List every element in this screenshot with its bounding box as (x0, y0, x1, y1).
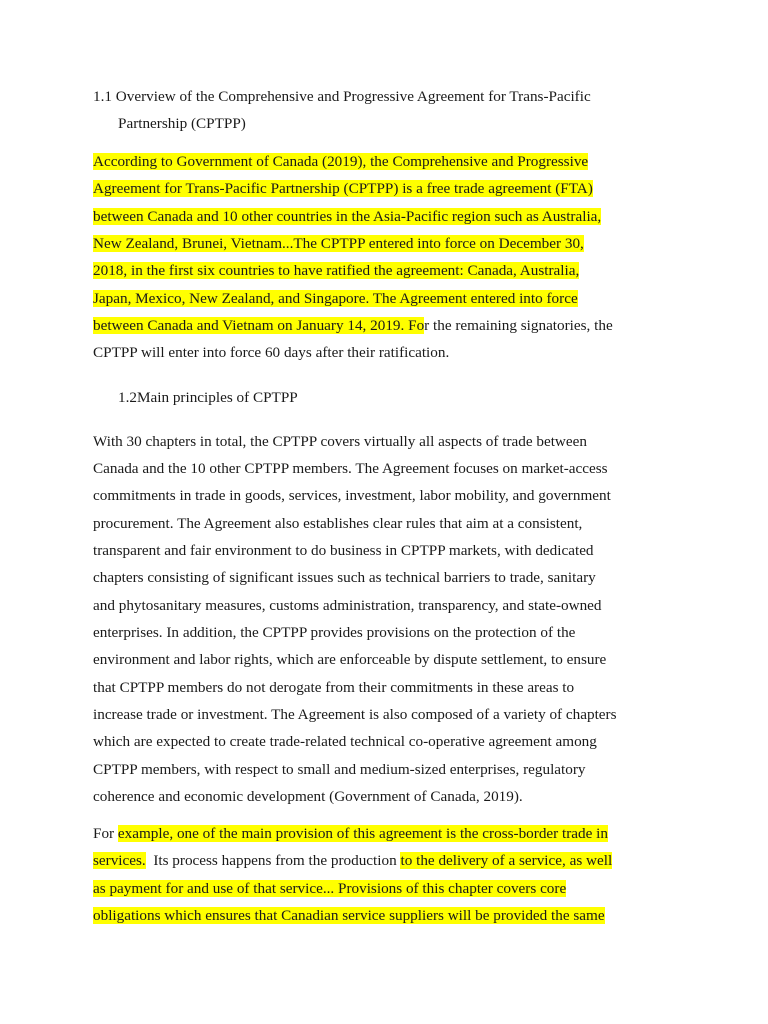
highlighted-text: between Canada and 10 other countries in the Asia-Pacific region such as Australia, (93, 208, 602, 225)
plain-text: r the remaining signatories, the (424, 317, 613, 334)
paragraph-line (93, 316, 613, 336)
paragraph-line (93, 289, 578, 309)
paragraph-line: CPTPP members, with respect to small and medium-sized enterprises, regulatory (93, 761, 586, 778)
highlighted-text: Japan, Mexico, New Zealand, and Singapore. The Agreement entered into force (93, 290, 578, 307)
highlighted-text: obligations which ensures that Canadian service suppliers will be provided the same (93, 907, 605, 924)
paragraph-line (93, 879, 566, 899)
paragraph-line: coherence and economic development (Government of Canada, 2019). (93, 788, 523, 805)
section-number: 1.1 (93, 88, 112, 105)
paragraph-line: chapters consisting of significant issues such as technical barriers to trade, sanitary (93, 569, 596, 586)
section-title-line-1: Overview of the Comprehensive and Progressive Agreement for Trans-Pacific (115, 88, 591, 105)
section-1-1-heading (93, 87, 591, 107)
paragraph-line (93, 261, 579, 281)
paragraph-line (93, 207, 601, 227)
highlighted-text: example, one of the main provision of this agreement is the cross-border trade in (117, 825, 608, 842)
paragraph-line: transparent and fair environment to do business in CPTPP markets, with dedicated (93, 542, 594, 559)
paragraph-line: With 30 chapters in total, the CPTPP covers virtually all aspects of trade between (93, 433, 587, 450)
section-1-2-heading: 1.2Main principles of CPTPP (118, 389, 298, 406)
paragraph-line: commitments in trade in goods, services, investment, labor mobility, and government (93, 487, 611, 504)
highlighted-text: as payment for and use of that service... Provisions of this chapter covers core (93, 880, 567, 897)
paragraph-line: increase trade or investment. The Agreement is also composed of a variety of chapters (93, 706, 617, 723)
paragraph-line (93, 234, 584, 254)
paragraph-line: CPTPP will enter into force 60 days after their ratification. (93, 344, 450, 361)
highlighted-text: to the delivery of a service, as well (400, 852, 613, 869)
paragraph-line: which are expected to create trade-related technical co-operative agreement among (93, 733, 597, 750)
paragraph-line: enterprises. In addition, the CPTPP provides provisions on the protection of the (93, 624, 576, 641)
paragraph-line: environment and labor rights, which are enforceable by dispute settlement, to ensure (93, 651, 607, 668)
paragraph-line (93, 824, 608, 844)
section-title-line-2: Partnership (CPTPP) (118, 115, 246, 132)
paragraph-line (93, 851, 612, 871)
highlighted-text: 2018, in the first six countries to have ratified the agreement: Canada, Australia, (93, 262, 580, 279)
highlighted-text: Agreement for Trans-Pacific Partnership (CPTPP) is a free trade agreement (FTA) (93, 180, 593, 197)
paragraph-line (93, 906, 605, 926)
paragraph-line (93, 179, 593, 199)
paragraph-line: that CPTPP members do not derogate from their commitments in these areas to (93, 679, 575, 696)
highlighted-text: According to Government of Canada (2019), the Comprehensive and Progressive (93, 153, 589, 170)
paragraph-line (93, 152, 588, 172)
highlighted-text: services. (93, 852, 146, 869)
paragraph-line: Canada and the 10 other CPTPP members. The Agreement focuses on market-access (93, 460, 608, 477)
highlighted-text: between Canada and Vietnam on January 14, 2019. Fo (93, 317, 425, 334)
paragraph-line: and phytosanitary measures, customs administration, transparency, and state-owned (93, 597, 602, 614)
plain-text: For (93, 825, 118, 842)
plain-text: Its process happens from the production (145, 852, 401, 869)
highlighted-text: New Zealand, Brunei, Vietnam...The CPTPP entered into force on December 30, (93, 235, 584, 252)
paragraph-line: procurement. The Agreement also establishes clear rules that aim at a consistent, (93, 515, 583, 532)
